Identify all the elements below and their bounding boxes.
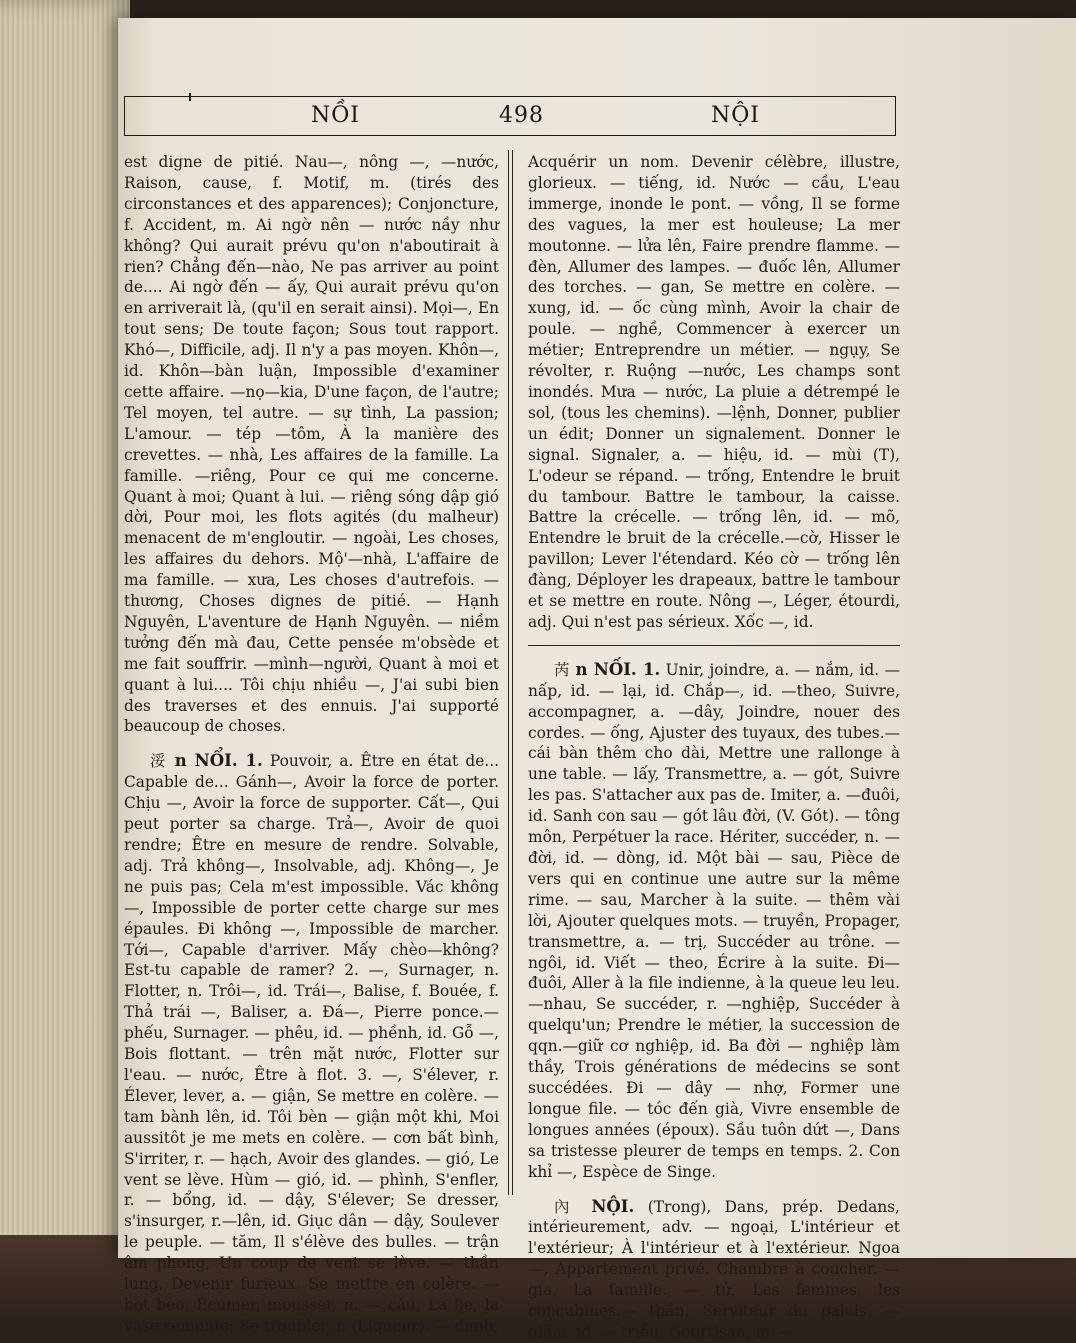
chinese-character: 芮 xyxy=(554,660,570,679)
entry-noi-dans xyxy=(528,1197,900,1343)
header-tick xyxy=(189,93,191,101)
entry-noi-pouvoir xyxy=(124,751,499,1336)
entry-continuation: est digne de pitié. Nau—, nông —, —nước, Raison, cause, f. Motif, m. (tirés des circonstances et des apparences); Conjoncture, f. Accident, m. Ai ngờ nên — nước nầy như không? Qui aurait prévu qu'on n'aboutirait à rien? Chẳng đến—nào, Ne pas arriver au point de.... Ai ngờ đến — ấy, Qui aurait prévu qu'on en arriverait là, (qu'il en serait ainsi). Mọi—, En tout sens; De toute façon; Sous tout rapport. Khó—, Difficile, adj. Il n'y a pas moyen. Khôn—, id. Khôn—bàn luận, Impossible d'examiner cette affaire. —nọ—kia, D'une façon, de l'autre; Tel moyen, tel autre. — sự tình, La passion; L'amour. — tép —tôm, À la manière des crevettes. — nhà, Les affaires de la famille. La famille. —riêng, Pour ce qui me concerne. Quant à moi; Quant à lui. — riêng sóng dập gió dời, Pour moi, les flots agités (du malheur) menacent de m'engloutir. — ngoài, Les choses, les affaires du dehors. Mộ'—nhà, L'affaire de ma famille. — xưa, Les choses d'autrefois. — thương, Choses dignes de pitié. — Hạnh Nguyên, L'aventure de Hạnh Nguyên. — niềm tưởng đến mà đau, Cette pensée m'obsède et me fait souffrir. —mình—người, Quant à moi et quant à lui.... Tôi chịu nhiều —, J'ai subi bien des traverses et des ennuis. J'ai supporté beaucoup de choses. xyxy=(124,153,499,736)
page-header xyxy=(124,96,896,136)
entry-headword: NỘI. xyxy=(591,1196,635,1216)
header-left-word: NỒI xyxy=(311,103,360,128)
column-divider xyxy=(508,150,509,1195)
chinese-character: 內 xyxy=(554,1197,578,1216)
entry-definition: (Trong), Dans, prép. Dedans, intérieurement, adv. — ngoại, L'intérieur et l'extérieur; À l'intérieur et à l'extérieur. Ngoa—, Appartement privé. Chambre à coucher. — gia, La famille. — tử, Les femmes, les concubines.— thần, Serviteur du palais. — giám, id. — triều, Gourtisan, m. — xyxy=(528,1197,900,1341)
chinese-character: 浽 xyxy=(150,752,168,771)
entry-definition: Unir, joindre, a. — nắm, id. — nấp, id. — lại, id. Chắp—, id. —theo, Suivre, accompagner, a. —dây, Joindre, nouer des cordes. — ống, Ajuster des tuyaux, des tubes.—cái bàn thêm cho dài, Mettre une rallonge à une table. — lấy, Transmettre, a. — gót, Suivre les pas. S'attacher aux pas de. Imiter, a. —đuôi, id. Sanh con sau — gót lâu đời, (V. Gót). — tông môn, Perpétuer la race. Hériter, succéder, n. — đời, id. — dòng, id. Một bài — sau, Pièce de vers qui en continue une autre sur la même rime. — sau, Marcher à la suite. — thêm vài lời, Ajouter quelques mots. — truyền, Propager, transmettre, a. — trị, Succéder au trône. — ngôi, id. Viết — theo, Écrire à la suite. Đi—đuôi, Aller à la file indienne, à la queue leu leu.—nhau, Se succéder, r. —nghiệp, Succéder à quelqu'un; Prendre le métier, la succession de qqn.—giữ cơ nghiệp, id. Ba đời — nghiệp làm thầy, Trois générations de médecins se sont succédées. Đi — dây — nhợ, Former une longue file. — tóc đến già, Vivre ensemble de longues années (époux). Sầu tuôn dứt —, Dans sa tristesse pleurer de temps en temps. 2. Con khỉ —, Espèce de Singe. xyxy=(528,660,900,1181)
entry-separator xyxy=(528,645,900,646)
entry-headword: n NỔI. 1. xyxy=(174,751,263,771)
page-number: 498 xyxy=(499,103,544,128)
entry-continuation: Acquérir un nom. Devenir célèbre, illustre, glorieux. — tiếng, id. Nước — cầu, L'eau immerge, inonde le pont. — vồng, Il se forme des vagues, la mer est houleuse; La mer moutonne. — lửa lên, Faire prendre flamme. — đèn, Allumer des lampes. — đuốc lên, Allumer des torches. — gan, Se mettre en colère. — xung, id. — ốc cùng mình, Avoir la chair de poule. — nghề, Commencer à exercer un métier; Entreprendre un métier. — ngụy, Se révolter, r. Ruộng —nước, Les champs sont inondés. Mưa — nước, La pluie a détrempé le sol, (tous les chemins). —lệnh, Donner, publier un édit; Donner un signalement. Donner le signal. Signaler, a. — hiệu, id. — mùi (T), L'odeur se répand. — trống, Entendre le bruit du tambour. Battre le tambour, la caisse. Battre la crécelle. — trống lên, id. — mõ, Entendre le bruit de la crécelle.—cờ, Hisser le pavillon; Lever l'étendard. Kéo cờ — trống lên đàng, Déployer les drapeaux, battre le tambour et se mettre en route. Nông —, Léger, étourdi, adj. Qui n'est pas sérieux. Xốc —, id. xyxy=(528,153,900,631)
column-divider-second xyxy=(512,150,513,1195)
right-column xyxy=(528,152,900,1341)
entry-definition: Pouvoir, a. Être en état de... Capable de... Gánh—, Avoir la force de porter. Chịu —, Avoir la force de supporter. Cất—, Qui peut porter sa charge. Trả—, Avoir de quoi rendre; Être en mesure de rendre. Solvable, adj. Trả không—, Insolvable, adj. Không—, Je ne puis pas; Cela m'est impossible. Vác không —, Impossible de porter cette charge sur mes épaules. Đi không —, Impossible de marcher. Tới—, Capable d'arriver. Mấy chèo—không? Est-tu capable de ramer? 2. —, Surnager, n. Flotter, n. Trôi—, id. Trái—, Balise, f. Bouée, f. Thả trái —, Baliser, a. Đá—, Pierre ponce.—phếu, Surnager. — phêu, id. — phềnh, id. Gỗ —, Bois flottant. — trên mặt nước, Flotter sur l'eau. — nước, Être à flot. 3. —, S'élever, r. Élever, lever, a. — giận, Se mettre en colère. — tam bành lên, id. Tôi bèn — giận một khi, Moi aussitôt je me mets en colère. — cơn bất bình, S'irriter, r. — hạch, Avoir des glandes. — gió, Le vent se lève. Hùm — gió, id. — phình, S'enfler, r. — bổng, id. — dậy, S'élever; Se dresser, s'insurger, r.—lên, id. Giục dân — dậy, Soulever le peuple. — tăm, Il s'élève des bulles. — trận âm phong, Un coup de vent se lève. — thần lung, Devenir furieux. Se mettre en colère. — bọt bèo, Écumer, mousser, n. — cáu, La lie, la vase remonte; Se troubler, r. (Liqueur). — danh, xyxy=(124,752,499,1335)
header-right-word: NỘI xyxy=(711,103,760,128)
entry-noi-unir xyxy=(528,660,900,1183)
left-column xyxy=(124,152,499,1335)
book-page-edges xyxy=(0,0,130,1320)
entry-headword: n NỐI. 1. xyxy=(575,659,661,679)
